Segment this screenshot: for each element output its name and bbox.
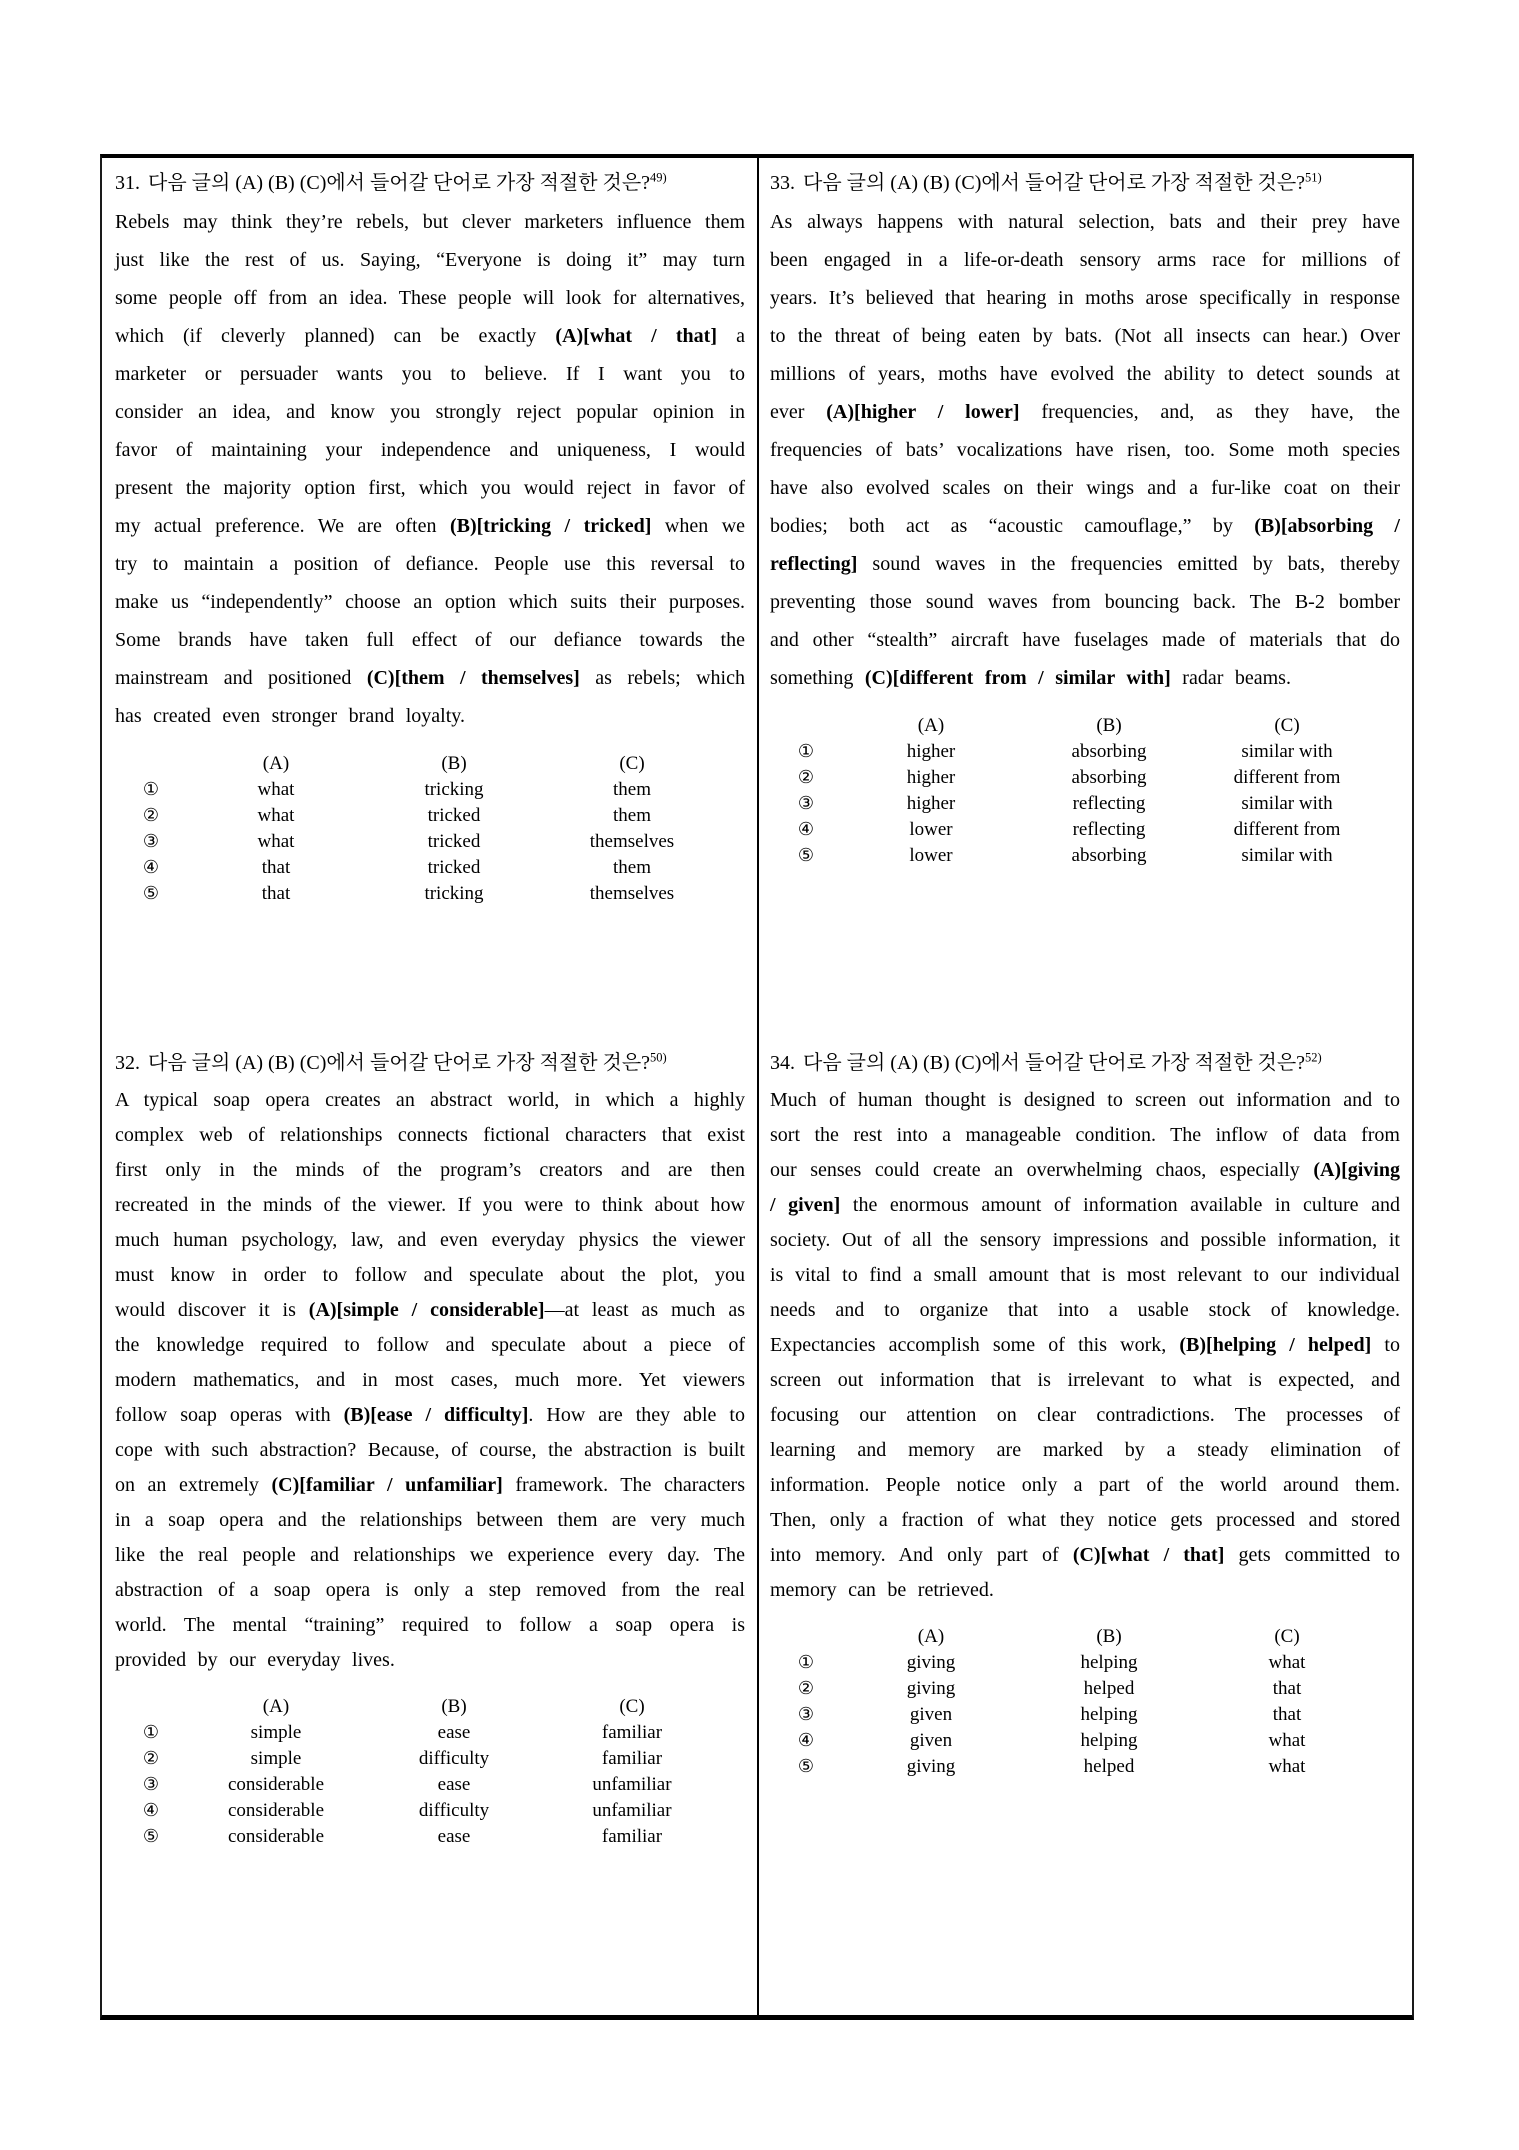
question-header	[770, 1048, 1400, 1079]
choice-cell-b: ease	[437, 1722, 471, 1743]
choice-cell-c: similar with	[1241, 741, 1333, 762]
choice-cell-a: simple	[250, 1748, 302, 1769]
passage-text: —at least as much as the knowledge required to follow and speculate about a piece of modern mathematics, and in most cases, much more. Yet viewers follow soap operas with	[115, 1299, 745, 1426]
question-34	[770, 1048, 1400, 1780]
question-prompt: 다음 글의 (A) (B) (C)에서 들어갈 단어로 가장 적절한 것은?	[148, 172, 651, 194]
choice-cell-a: lower	[909, 819, 953, 840]
choice-row-number: ③	[797, 1704, 815, 1725]
choice-row-number: ④	[142, 1800, 160, 1821]
choice-cell-c: that	[1272, 1678, 1302, 1699]
inline-choice-pair: (B)[absorbing / reflecting]	[770, 515, 1400, 575]
choice-cell-a: simple	[250, 1722, 302, 1743]
choice-cell-b: reflecting	[1072, 793, 1146, 814]
choice-cell-c: unfamiliar	[592, 1800, 672, 1821]
inline-choice-pair: (C)[what / that]	[1072, 1544, 1225, 1566]
choice-col-header: (A)	[262, 753, 290, 774]
choice-row-number: ⑤	[142, 883, 160, 904]
choice-cell-a: higher	[906, 793, 956, 814]
choice-col-header: (C)	[1274, 715, 1300, 736]
choice-cell-b: tricked	[427, 805, 481, 826]
choice-cell-b: helped	[1083, 1678, 1135, 1699]
choice-cell-c: that	[1272, 1704, 1302, 1725]
choice-col-header: (B)	[441, 1696, 467, 1717]
choice-cell-a: lower	[909, 845, 953, 866]
choice-cell-b: tricking	[424, 779, 484, 800]
choice-cell-b: absorbing	[1071, 767, 1147, 788]
choice-row-number: ④	[142, 857, 160, 878]
question-header	[115, 1048, 745, 1079]
question-passage	[770, 203, 1400, 697]
choice-row-number: ⑤	[797, 1756, 815, 1777]
choice-col-header: (B)	[1096, 715, 1122, 736]
passage-text: radar beams.	[1170, 667, 1291, 689]
passage-text: gets committed to memory can be retrieved.	[770, 1544, 1401, 1601]
choice-row-number: ②	[142, 1748, 160, 1769]
choice-col-header: (A)	[262, 1696, 290, 1717]
choice-cell-b: tricked	[427, 831, 481, 852]
inline-choice-pair: (B)[tricking / tricked]	[449, 515, 652, 537]
choice-col-header: (A)	[917, 1626, 945, 1647]
choice-row-number: ④	[797, 819, 815, 840]
choice-col-header: (B)	[441, 753, 467, 774]
inline-choice-pair: (A)[higher / lower]	[826, 401, 1020, 423]
choice-cell-a: considerable	[227, 1826, 324, 1847]
choice-row-number: ①	[797, 1652, 815, 1673]
inline-choice-pair: (A)[simple / considerable]	[308, 1299, 545, 1321]
choice-cell-c: them	[613, 779, 651, 800]
choice-cell-a: considerable	[227, 1774, 324, 1795]
question-number: 31.	[115, 172, 140, 194]
inline-choice-pair: (B)[ease / difficulty]	[343, 1404, 529, 1426]
inline-choice-pair: (C)[them / themselves]	[366, 667, 580, 689]
choice-cell-a: what	[257, 779, 295, 800]
choice-cell-c: what	[1268, 1652, 1306, 1673]
choice-cell-c: what	[1268, 1730, 1306, 1751]
question-prompt: 다음 글의 (A) (B) (C)에서 들어갈 단어로 가장 적절한 것은?	[803, 172, 1306, 194]
choice-row-number: ③	[797, 793, 815, 814]
choice-row-number: ①	[142, 779, 160, 800]
choice-cell-b: reflecting	[1072, 819, 1146, 840]
inline-choice-pair: (C)[familiar / unfamiliar]	[271, 1474, 503, 1496]
passage-text: Much of human thought is designed to screen out information and to sort the rest into a manageable condition. The inflow of data from our senses could create an overwhelming chaos, especially	[770, 1089, 1400, 1181]
choice-cell-c: what	[1268, 1756, 1306, 1777]
passage-text: Rebels may think they’re rebels, but clever marketers influence them just like the rest of us. Saying, “Everyone is doing it” may turn some people off from an idea. These people will look for alternatives, which (if cleverly planned) can be exactly	[115, 211, 745, 347]
passage-text: as rebels; which has created even stronger brand loyalty.	[115, 667, 745, 727]
choice-col-header: (A)	[917, 715, 945, 736]
choice-cell-c: different from	[1233, 819, 1341, 840]
choice-cell-b: ease	[437, 1774, 471, 1795]
choice-corner-blank	[770, 713, 842, 739]
choice-col-header: (C)	[619, 1696, 645, 1717]
choice-cell-a: what	[257, 805, 295, 826]
passage-text: sound waves in the frequencies emitted by bats, thereby preventing those sound waves from bouncing back. The B-2 bomber and other “stealth” aircraft have fuselages made of materials that do something	[770, 553, 1400, 689]
question-header	[115, 168, 745, 199]
choice-cell-a: given	[909, 1704, 953, 1725]
choice-cell-c: unfamiliar	[592, 1774, 672, 1795]
column-divider	[757, 158, 759, 2015]
passage-text: when we try to maintain a position of defiance. People use this reversal to make us “independently” choose an option which suits their purposes. Some brands have taken full effect of our defiance towards the mainstream and positioned	[115, 515, 746, 689]
question-header	[770, 168, 1400, 199]
choice-cell-c: them	[613, 857, 651, 878]
choice-cell-c: different from	[1233, 767, 1341, 788]
choice-corner-blank	[770, 1624, 842, 1650]
question-number: 34.	[770, 1052, 795, 1074]
choice-row-number: ①	[797, 741, 815, 762]
choice-cell-a: giving	[906, 1678, 956, 1699]
choice-cell-c: similar with	[1241, 845, 1333, 866]
choice-cell-b: difficulty	[418, 1800, 490, 1821]
question-number: 33.	[770, 172, 795, 194]
footnote-ref: 52)	[1305, 1050, 1322, 1065]
choice-cell-b: helping	[1080, 1730, 1138, 1751]
choice-corner-blank	[115, 1694, 187, 1720]
choice-cell-a: that	[261, 883, 291, 904]
passage-text: to screen out information that is irrelevant to what is expected, and focusing our attention on clear contradictions. The processes of learning and memory are marked by a steady elimination of information. People notice only a part of the world around them. Then, only a fraction of what they notice gets processed and stored into memory. And only part of	[770, 1334, 1400, 1566]
inline-choice-pair: (B)[helping / helped]	[1179, 1334, 1372, 1356]
choice-cell-a: higher	[906, 741, 956, 762]
choice-cell-b: absorbing	[1071, 741, 1147, 762]
choice-cell-a: higher	[906, 767, 956, 788]
question-passage	[115, 1083, 745, 1678]
choice-corner-blank	[115, 751, 187, 777]
question-31	[115, 168, 745, 907]
choice-row-number: ④	[797, 1730, 815, 1751]
question-number: 32.	[115, 1052, 140, 1074]
question-32	[115, 1048, 745, 1850]
choice-row-number: ⑤	[142, 1826, 160, 1847]
footnote-ref: 51)	[1305, 170, 1322, 185]
choice-cell-a: giving	[906, 1652, 956, 1673]
choice-cell-a: considerable	[227, 1800, 324, 1821]
passage-text: . How are they able to cope with such abstraction? Because, of course, the abstraction is built on an extremely	[115, 1404, 745, 1496]
choice-cell-b: tricking	[424, 883, 484, 904]
choice-cell-b: difficulty	[418, 1748, 490, 1769]
choice-cell-c: them	[613, 805, 651, 826]
answer-choice-table	[115, 1694, 745, 1850]
answer-choice-table	[770, 1624, 1400, 1780]
choice-cell-c: themselves	[589, 883, 675, 904]
choice-row-number: ③	[142, 1774, 160, 1795]
choice-row-number: ②	[797, 767, 815, 788]
passage-text: As always happens with natural selection, bats and their prey have been engaged in a life-or-death sensory arms race for millions of years. It’s believed that hearing in moths arose specifically in response to the threat of being eaten by bats. (Not all insects can hear.) Over millions of years, moths have evolved the ability to detect sounds at ever	[770, 211, 1400, 423]
question-prompt: 다음 글의 (A) (B) (C)에서 들어갈 단어로 가장 적절한 것은?	[803, 1052, 1306, 1074]
choice-cell-c: familiar	[601, 1826, 663, 1847]
choice-cell-b: ease	[437, 1826, 471, 1847]
choice-cell-c: familiar	[601, 1722, 663, 1743]
answer-choice-table	[770, 713, 1400, 869]
choice-cell-b: helping	[1080, 1652, 1138, 1673]
passage-text: the enormous amount of information available in culture and society. Out of all the sensory impressions and possible information, it is vital to find a small amount that is most relevant to our individual needs and to organize that into a usable stock of knowledge. Expectancies accomplish some of this work,	[770, 1194, 1400, 1356]
passage-text: framework. The characters in a soap opera and the relationships between them are very much like the real people and relationships we experience every day. The abstraction of a soap opera is only a step removed from the real world. The mental “training” required to follow a soap opera is provided by our everyday lives.	[115, 1474, 745, 1671]
choice-col-header: (C)	[619, 753, 645, 774]
inline-choice-pair: (A)[what / that]	[555, 325, 717, 347]
answer-choice-table	[115, 751, 745, 907]
choice-col-header: (B)	[1096, 1626, 1122, 1647]
choice-cell-a: what	[257, 831, 295, 852]
choice-row-number: ②	[797, 1678, 815, 1699]
choice-col-header: (C)	[1274, 1626, 1300, 1647]
question-prompt: 다음 글의 (A) (B) (C)에서 들어갈 단어로 가장 적절한 것은?	[148, 1052, 651, 1074]
passage-text: A typical soap opera creates an abstract world, in which a highly complex web of relationships connects fictional characters that exist first only in the minds of the program’s creators and are then recreated in the minds of the viewer. If you were to think about how much human psychology, law, and even everyday physics the viewer must know in order to follow and speculate about the plot, you would discover it is	[115, 1089, 745, 1321]
choice-cell-c: themselves	[589, 831, 675, 852]
footnote-ref: 50)	[650, 1050, 667, 1065]
choice-row-number: ②	[142, 805, 160, 826]
inline-choice-pair: (A)[giving / given]	[770, 1159, 1400, 1216]
inline-choice-pair: (C)[different from / similar with]	[864, 667, 1171, 689]
choice-cell-b: tricked	[427, 857, 481, 878]
choice-cell-c: similar with	[1241, 793, 1333, 814]
choice-cell-c: familiar	[601, 1748, 663, 1769]
passage-text: frequencies, and, as they have, the frequencies of bats’ vocalizations have risen, too. Some moth species have also evolved scales on their wings and a fur-like coat on their bodies; both act as “acoustic camouflage,” by	[770, 401, 1400, 537]
choice-cell-b: helped	[1083, 1756, 1135, 1777]
choice-row-number: ⑤	[797, 845, 815, 866]
choice-cell-a: giving	[906, 1756, 956, 1777]
choice-cell-b: helping	[1080, 1704, 1138, 1725]
footnote-ref: 49)	[650, 170, 667, 185]
choice-row-number: ①	[142, 1722, 160, 1743]
question-passage	[770, 1083, 1400, 1608]
question-33	[770, 168, 1400, 869]
question-passage	[115, 203, 745, 735]
choice-cell-b: absorbing	[1071, 845, 1147, 866]
choice-cell-a: given	[909, 1730, 953, 1751]
choice-cell-a: that	[261, 857, 291, 878]
choice-row-number: ③	[142, 831, 160, 852]
passage-text: a marketer or persuader wants you to believe. If I want you to consider an idea, and know you strongly reject popular opinion in favor of maintaining your independence and uniqueness, I would present the majority option first, which you would reject in favor of my actual preference. We are often	[115, 325, 745, 537]
